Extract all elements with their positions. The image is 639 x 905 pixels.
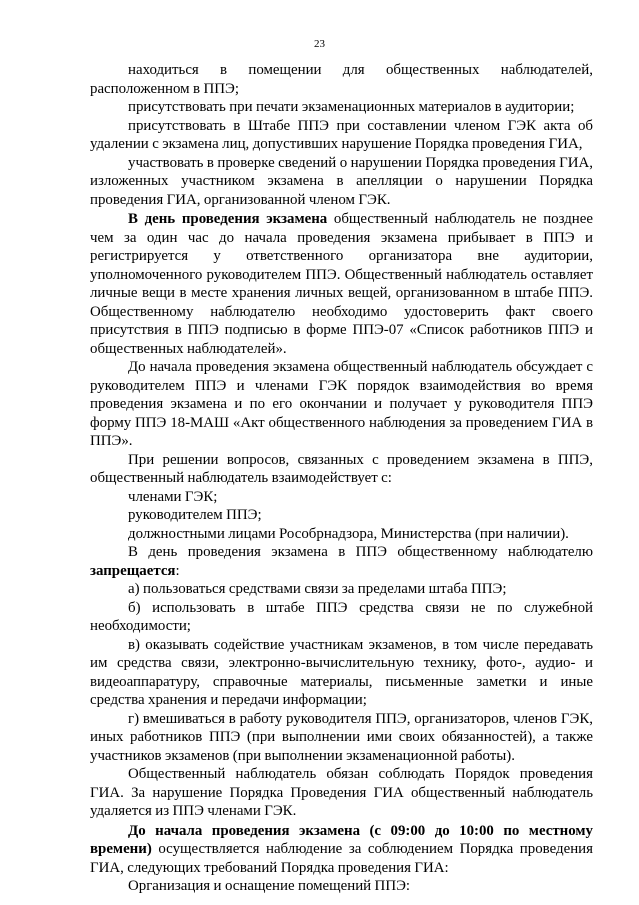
list-item: а) пользоваться средствами связи за пределами штаба ППЭ;	[128, 581, 507, 597]
paragraph-before-exam	[90, 822, 593, 878]
list-item: членами ГЭК;	[128, 488, 218, 505]
list-item: в) оказывать содействие участникам экзаменов, в том числе передавать им средства связи, электронно-вычислительную технику, фото-, аудио- и видеоаппаратуру, справочные материалы, письменные заметки и иные средства хранения и передачи информации;	[90, 636, 593, 708]
paragraph-prohibited	[90, 543, 593, 580]
bold-word-prohibited: запрещается	[90, 562, 176, 579]
list-item: г) вмешиваться в работу руководителя ППЭ, организаторов, членов ГЭК, иных работников ППЭ (при выполнении ими своих обязанностей), а также участников экзаменов (при выполнении экзаменационной работы).	[90, 710, 593, 764]
paragraph-exam-day	[90, 210, 593, 358]
paragraph: При решении вопросов, связанных с проведением экзамена в ППЭ, общественный наблюдатель взаимодействует с:	[90, 451, 593, 486]
page-number: 23	[314, 38, 325, 50]
paragraph: Общественный наблюдатель обязан соблюдать Порядок проведения ГИА. За нарушение Порядка Проведения ГИА общественный наблюдатель удаляется из ППЭ членами ГЭК.	[90, 766, 593, 819]
list-item: руководителем ППЭ;	[128, 507, 262, 523]
list-item: б) использовать в штабе ППЭ средства связи не по служебной необходимости;	[90, 599, 593, 634]
paragraph-text: общественный наблюдатель не позднее чем за один час до начала проведения экзамена прибывает в ППЭ и регистрируется у ответственного организатора вне аудитории, уполномоченного руководителем ППЭ. Общественный наблюдатель оставляет личные вещи в месте хранения личных вещей, организованном в штабе ППЭ. Общественному наблюдателю необходимо удостоверить факт своего присутствия в ППЭ подписью в форме ППЭ-07 «Список работников ППЭ и общественных наблюдателей».	[90, 211, 593, 357]
paragraph: До начала проведения экзамена общественный наблюдатель обсуждает с руководителем ППЭ и членами ГЭК порядок взаимодействия во время проведения экзамена и по его окончании и получает у руководителя ППЭ форму ППЭ 18-МАШ «Акт общественного наблюдения за проведением ГИА в ППЭ».	[90, 359, 593, 449]
list-item: должностными лицами Рособрнадзора, Министерства (при наличии).	[128, 525, 569, 542]
paragraph: присутствовать при печати экзаменационных материалов в аудитории;	[128, 99, 575, 115]
paragraph-text: :	[175, 562, 180, 579]
paragraph-text: осуществляется наблюдение за соблюдением Порядка проведения ГИА, следующих требований Порядка проведения ГИА:	[90, 841, 593, 876]
paragraph: участвовать в проверке сведений о нарушении Порядка проведения ГИА, изложенных участником экзамена в апелляции о нарушении Порядка проведения ГИА, организованной членом ГЭК.	[90, 154, 593, 208]
bold-heading-exam-day: В день проведения экзамена	[128, 211, 328, 227]
paragraph-text: В день проведения экзамена в ППЭ общественному наблюдателю	[128, 544, 593, 560]
paragraph: присутствовать в Штабе ППЭ при составлении членом ГЭК акта об удалении с экзамена лиц, допустивших нарушение Порядка проведения ГИА,	[90, 117, 593, 152]
paragraph: находиться в помещении для общественных наблюдателей, расположенном в ППЭ;	[90, 62, 593, 97]
bold-heading-before-exam: До начала проведения экзамена (с 09:00 до 10:00 по местному времени)	[90, 822, 593, 857]
paragraph: Организация и оснащение помещений ППЭ:	[128, 878, 411, 894]
document-body	[90, 61, 593, 896]
